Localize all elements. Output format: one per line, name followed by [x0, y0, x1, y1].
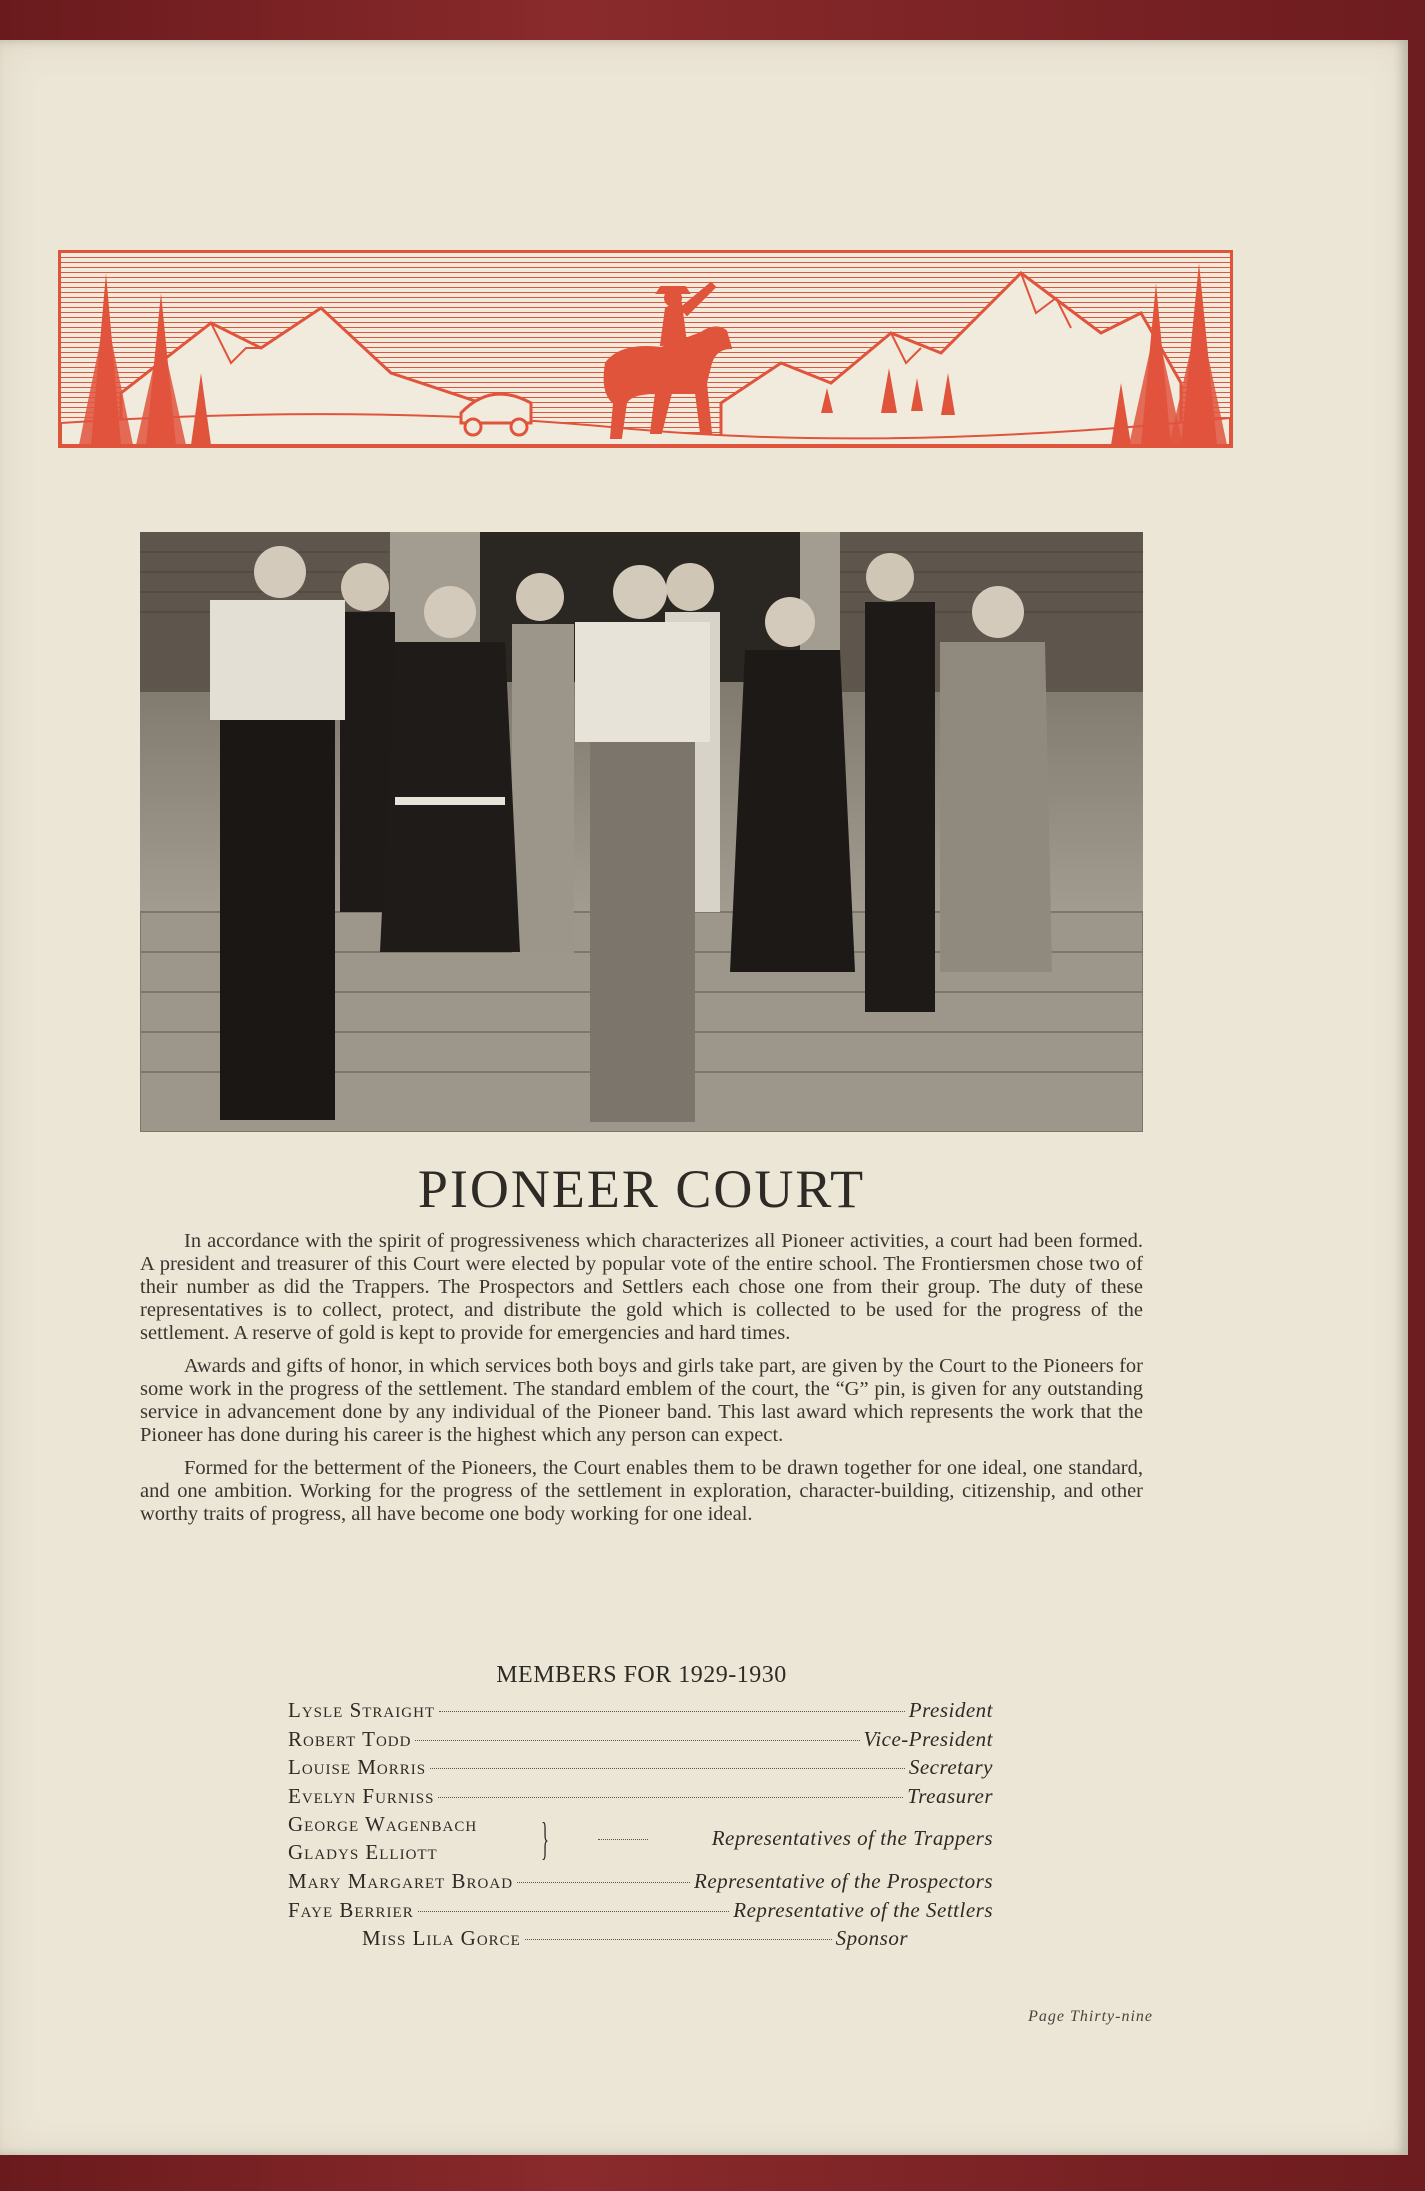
leader-dots	[430, 1768, 905, 1769]
member-name: Mary Margaret Broad	[288, 1869, 514, 1893]
member-role: Representatives of the Trappers	[711, 1826, 993, 1850]
trappers-representatives	[288, 1812, 993, 1869]
leader-dots	[598, 1839, 648, 1840]
member-row	[288, 1755, 993, 1784]
page-number: Page Thirty-nine	[1028, 2008, 1153, 2025]
member-role: Vice-President	[863, 1726, 993, 1751]
yearbook-page	[0, 40, 1408, 2155]
member-name: Lysle Straight	[288, 1698, 436, 1722]
members-heading: MEMBERS FOR 1929-1930	[496, 1662, 787, 1688]
paragraph-1: In accordance with the spirit of progressiveness which characterizes all Pioneer activities, a court had been formed. A president and treasurer of this Court were elected by popular vote of the entire school. The Frontiersmen chose two of their number as did the Trappers. The Prospectors and Settlers each chose one from their group. The duty of these representatives is to collect, protect, and distribute the gold which is collected to be used for the progress of the settlement. A reserve of gold is kept to provide for emergencies and hard times.	[140, 1230, 1143, 1344]
member-name: Faye Berrier	[288, 1897, 414, 1922]
member-role: Treasurer	[907, 1783, 993, 1808]
member-row	[288, 1698, 993, 1727]
member-row	[288, 1727, 993, 1756]
group-photo-illustration	[140, 532, 1143, 1132]
article-body	[140, 1230, 1143, 1536]
page-title: PIONEER COURT	[417, 1159, 866, 1219]
member-name: Robert Todd	[288, 1726, 412, 1751]
bracket-glyph: }	[541, 1813, 549, 1864]
group-photograph	[140, 532, 1143, 1132]
sponsor-row	[362, 1926, 908, 1955]
member-row	[288, 1898, 993, 1927]
sponsor-name: Miss Lila Gorce	[362, 1926, 521, 1950]
member-name: George Wagenbach	[288, 1812, 478, 1836]
member-role: President	[908, 1698, 993, 1722]
leader-dots	[525, 1939, 832, 1940]
leader-dots	[415, 1740, 859, 1741]
paragraph-3: Formed for the betterment of the Pioneers, the Court enables them to be drawn together for one ideal, one standard, and one ambition. Working for the progress of the settlement in exploration, character-building, citizenship, and other worthy traits of progress, all have become one body working for one ideal.	[140, 1457, 1143, 1525]
paragraph-2: Awards and gifts of honor, in which services both boys and girls take part, are given by the Court to the Pioneers for some work in the progress of the settlement. The standard emblem of the court, the “G” pin, is given for any outstanding service in advancement done by any individual of the Pioneer band. This last award which represents the work that the Pioneer has done during his career is the highest which any person can expect.	[140, 1355, 1143, 1446]
members-roster	[288, 1698, 993, 1955]
member-role: Representative of the Prospectors	[694, 1869, 993, 1893]
leader-dots	[438, 1797, 903, 1798]
member-role: Representative of the Settlers	[733, 1897, 993, 1922]
mountain-horseman-illustration	[61, 253, 1230, 445]
member-row	[288, 1784, 993, 1813]
leader-dots	[439, 1711, 905, 1712]
leader-dots	[418, 1911, 730, 1912]
leader-dots	[517, 1882, 690, 1883]
sponsor-role: Sponsor	[835, 1926, 908, 1950]
member-role: Secretary	[908, 1755, 993, 1779]
member-name: Evelyn Furniss	[288, 1783, 435, 1808]
member-name: Gladys Elliott	[288, 1840, 438, 1864]
decorative-banner	[58, 250, 1233, 448]
member-name: Louise Morris	[288, 1755, 427, 1779]
member-row	[288, 1869, 993, 1898]
